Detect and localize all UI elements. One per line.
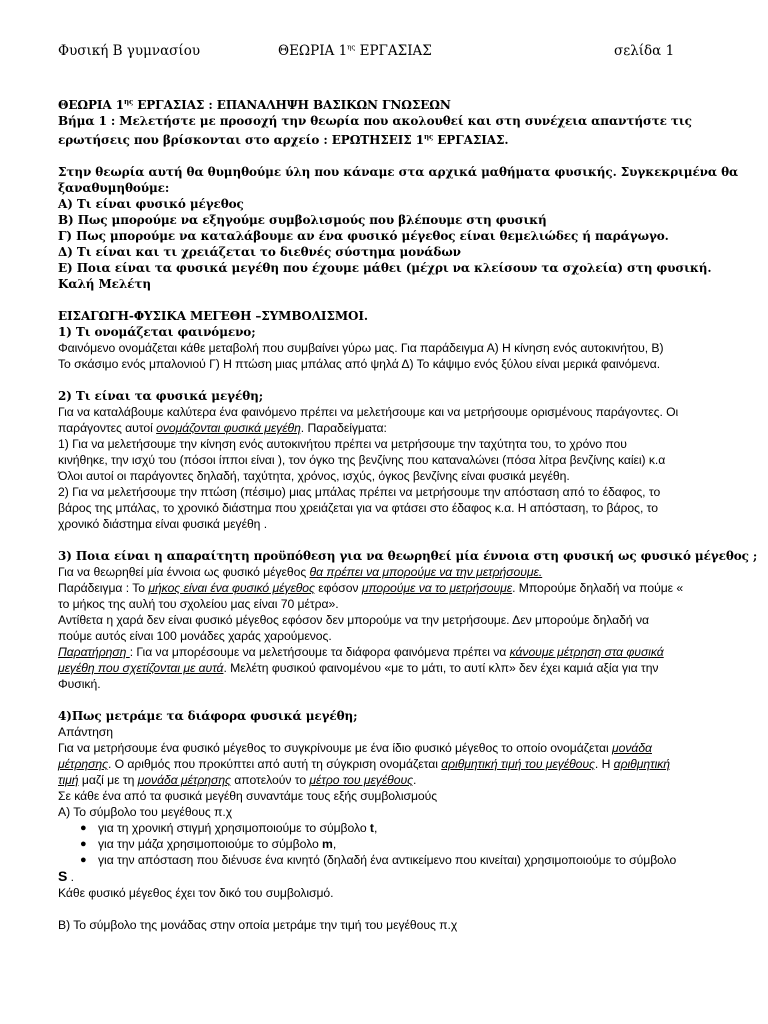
header-page-number: σελίδα 1: [614, 43, 675, 59]
question-2-text: 1) Για να μελετήσουμε την κίνηση ενός αυτοκινήτου πρέπει να μετρήσουμε την ταχύτητα του, το χρόνο που: [58, 437, 627, 451]
list-item: ● για τη χρονική στιγμή χρησιμοποιούμε το σύμβολο t,: [80, 821, 378, 835]
question-3-text: πούμε αυτός είναι 100 μονάδες χαράς χαρούμενος.: [58, 629, 332, 643]
question-3-title: 3) Ποια είναι η απαραίτητη προϋπόθεση για να θεωρηθεί μία έννοια στη φυσική ως φυσικό μέγεθος ;: [58, 549, 758, 563]
question-4-text: Για να μετρήσουμε ένα φυσικό μέγεθος το συγκρίνουμε με ένα ίδιο φυσικό μέγεθος το οποίο ονομάζεται μονάδα: [58, 741, 652, 755]
question-2-title: 2) Τι είναι τα φυσικά μεγέθη;: [58, 389, 264, 403]
question-1-title: 1) Τι ονομάζεται φαινόμενο;: [58, 325, 256, 339]
intro-line-1: Στην θεωρία αυτή θα θυμηθούμε ύλη που κάναμε στα αρχικά μαθήματα φυσικής. Συγκεκριμένα θα: [58, 165, 739, 179]
question-2-text: παράγοντες αυτοί ονομάζονται φυσικά μεγέθη. Παραδείγματα:: [58, 421, 387, 435]
question-3-note: Φυσική.: [58, 677, 101, 691]
header-center: ΘΕΩΡΙΑ $1^{\eta\varsigma}$ ΕΡΓΑΣΙΑΣ: [278, 43, 432, 59]
intro-item-b: Β) Πως μπορούμε να εξηγούμε συμβολισμούς που βλέπουμε στη φυσική: [58, 213, 547, 227]
step-line-2: ερωτήσεις που βρίσκονται στο αρχείο : ΕΡΩΤΗΣΕΙΣ $1^{\eta\varsigma}$ ΕΡΓΑΣΙΑΣ.: [58, 132, 509, 147]
intro-line-2: ξαναθυμηθούμε:: [58, 181, 170, 195]
list-item: ● για την απόσταση που διένυσε ένα κινητό (δηλαδή ένα αντικείμενο που κινείται) χρησιμοποιούμε το σύμβολο: [80, 853, 677, 867]
question-3-text: Για να θεωρηθεί μία έννοια ως φυσικό μέγεθος θα πρέπει να μπορούμε να την μετρήσουμε.: [58, 565, 543, 579]
question-4-text: μέτρησης. Ο αριθμός που προκύπτει από αυτή τη σύγκριση ονομάζεται αριθμητική τιμή του μεγέθους. Η αριθμητική: [58, 757, 670, 771]
question-3-text: το μήκος της αυλή του σχολείου μας είναι 70 μέτρα».: [58, 597, 339, 611]
question-2-text: 2) Για να μελετήσουμε την πτώση (πέσιμο) μιας μπάλας πρέπει να μετρήσουμε την απόσταση από το έδαφος, το: [58, 485, 661, 499]
document-body: [58, 94, 758, 933]
intro-item-e: Ε) Ποια είναι τα φυσικά μεγέθη που έχουμε μάθει (μέχρι να κλείσουν τα σχολεία) στη φυσική.: [58, 261, 712, 275]
question-2-text: Όλοι αυτοί οι παράγοντες δηλαδή, ταχύτητα, χρόνος, ισχύς, όγκος βενζίνης είναι φυσικά μεγέθη.: [58, 469, 570, 483]
question-4-text: τιμή μαζί με τη μονάδα μέτρησης αποτελούν το μέτρο του μεγέθους.: [58, 773, 417, 787]
doc-title: ΘΕΩΡΙΑ $1^{\eta\varsigma}$ ΕΡΓΑΣΙΑΣ : ΕΠΑΝΑΛΗΨΗ ΒΑΣΙΚΩΝ ΓΝΩΣΕΩΝ: [58, 97, 451, 112]
bullet-icon: ●: [80, 838, 87, 850]
question-1-text: Το σκάσιμο ενός μπαλονιού Γ) Η πτώση μιας μπάλας από ψηλά Δ) Το κάψιμο ενός ξύλου είναι μερικά φαινόμενα.: [58, 357, 661, 371]
step-line-1: Βήμα 1 : Μελετήστε με προσοχή την θεωρία που ακολουθεί και στη συνέχεια απαντήστε τις: [58, 114, 692, 128]
question-2-text: βάρος της μπάλας, το χρονικό διάστημα που χρειάζεται για να φτάσει στο έδαφος κ.α. Η απόσταση, το βάρος, το: [58, 501, 658, 515]
intro-closing: Καλή Μελέτη: [58, 277, 151, 291]
question-4-text: Α) Το σύμβολο του μεγέθους π.χ: [58, 805, 233, 819]
list-item: ● για την μάζα χρησιμοποιούμε το σύμβολο m,: [80, 837, 337, 851]
bullet-icon: ●: [80, 854, 87, 866]
question-2-text: Για να καταλάβουμε καλύτερα ένα φαινόμενο πρέπει να μελετήσουμε και να μετρήσουμε ορισμένους παράγοντες. Οι: [58, 405, 679, 419]
header-left: Φυσική Β γυμνασίου: [58, 43, 201, 59]
question-3-note: μεγέθη που σχετίζονται με αυτά. Μελέτη φυσικού φαινομένου «με το μάτι, το αυτί κλπ» δεν έχει καμιά αξία για την: [58, 661, 659, 675]
question-3-text: Παράδειγμα : Το μήκος είναι ένα φυσικό μέγεθος εφόσον μπορούμε να το μετρήσουμε. Μπορούμε δηλαδή να πούμε «: [58, 581, 684, 595]
intro-item-c: Γ) Πως μπορούμε να καταλάβουμε αν ένα φυσικό μέγεθος είναι θεμελιώδες ή παράγωγο.: [58, 229, 669, 243]
intro-item-a: Α) Τι είναι φυσικό μέγεθος: [58, 197, 244, 211]
bullet-icon: ●: [80, 822, 87, 834]
question-1-text: Φαινόμενο ονομάζεται κάθε μεταβολή που συμβαίνει γύρω μας. Για παράδειγμα Α) Η κίνηση ενός αυτοκινήτου, Β): [58, 341, 664, 355]
question-4-title: 4)Πως μετράμε τα διάφορα φυσικά μεγέθη;: [58, 709, 358, 723]
question-4-answer-label: Απάντηση: [58, 725, 113, 739]
question-2-text: χρονικό διάστημα είναι φυσικά μεγέθη .: [58, 517, 268, 531]
question-3-note: Παρατήρηση : Για να μπορέσουμε να μελετήσουμε τα διάφορα φαινόμενα πρέπει να κάνουμε μέτρηση στα φυσικά: [58, 645, 664, 659]
section-title: ΕΙΣΑΓΩΓΗ-ΦΥΣΙΚΑ ΜΕΓΕΘΗ –ΣΥΜΒΟΛΙΣΜΟΙ.: [58, 309, 368, 323]
question-3-text: Αντίθετα η χαρά δεν είναι φυσικό μέγεθος εφόσον δεν μπορούμε να την μετρήσουμε. Δεν μπορούμε δηλαδή να: [58, 613, 649, 627]
symbol-s-line: S .: [58, 868, 74, 884]
question-4-text: Κάθε φυσικό μέγεθος έχει τον δικό του συμβολισμό.: [58, 886, 334, 900]
question-4-text: Β) Το σύμβολο της μονάδας στην οποία μετράμε την τιμή του μεγέθους π.χ: [58, 918, 458, 932]
intro-item-d: Δ) Τι είναι και τι χρειάζεται το διεθνές σύστημα μονάδων: [58, 245, 461, 259]
question-2-text: κινήθηκε, την ισχύ του (πόσοι ίπποι είναι ), τον όγκο της βενζίνης που καταναλώνει (πόσα λίτρα βενζίνης καίει) κ.α: [58, 453, 666, 467]
question-4-text: Σε κάθε ένα από τα φυσικά μεγέθη συναντάμε τους εξής συμβολισμούς: [58, 789, 438, 803]
